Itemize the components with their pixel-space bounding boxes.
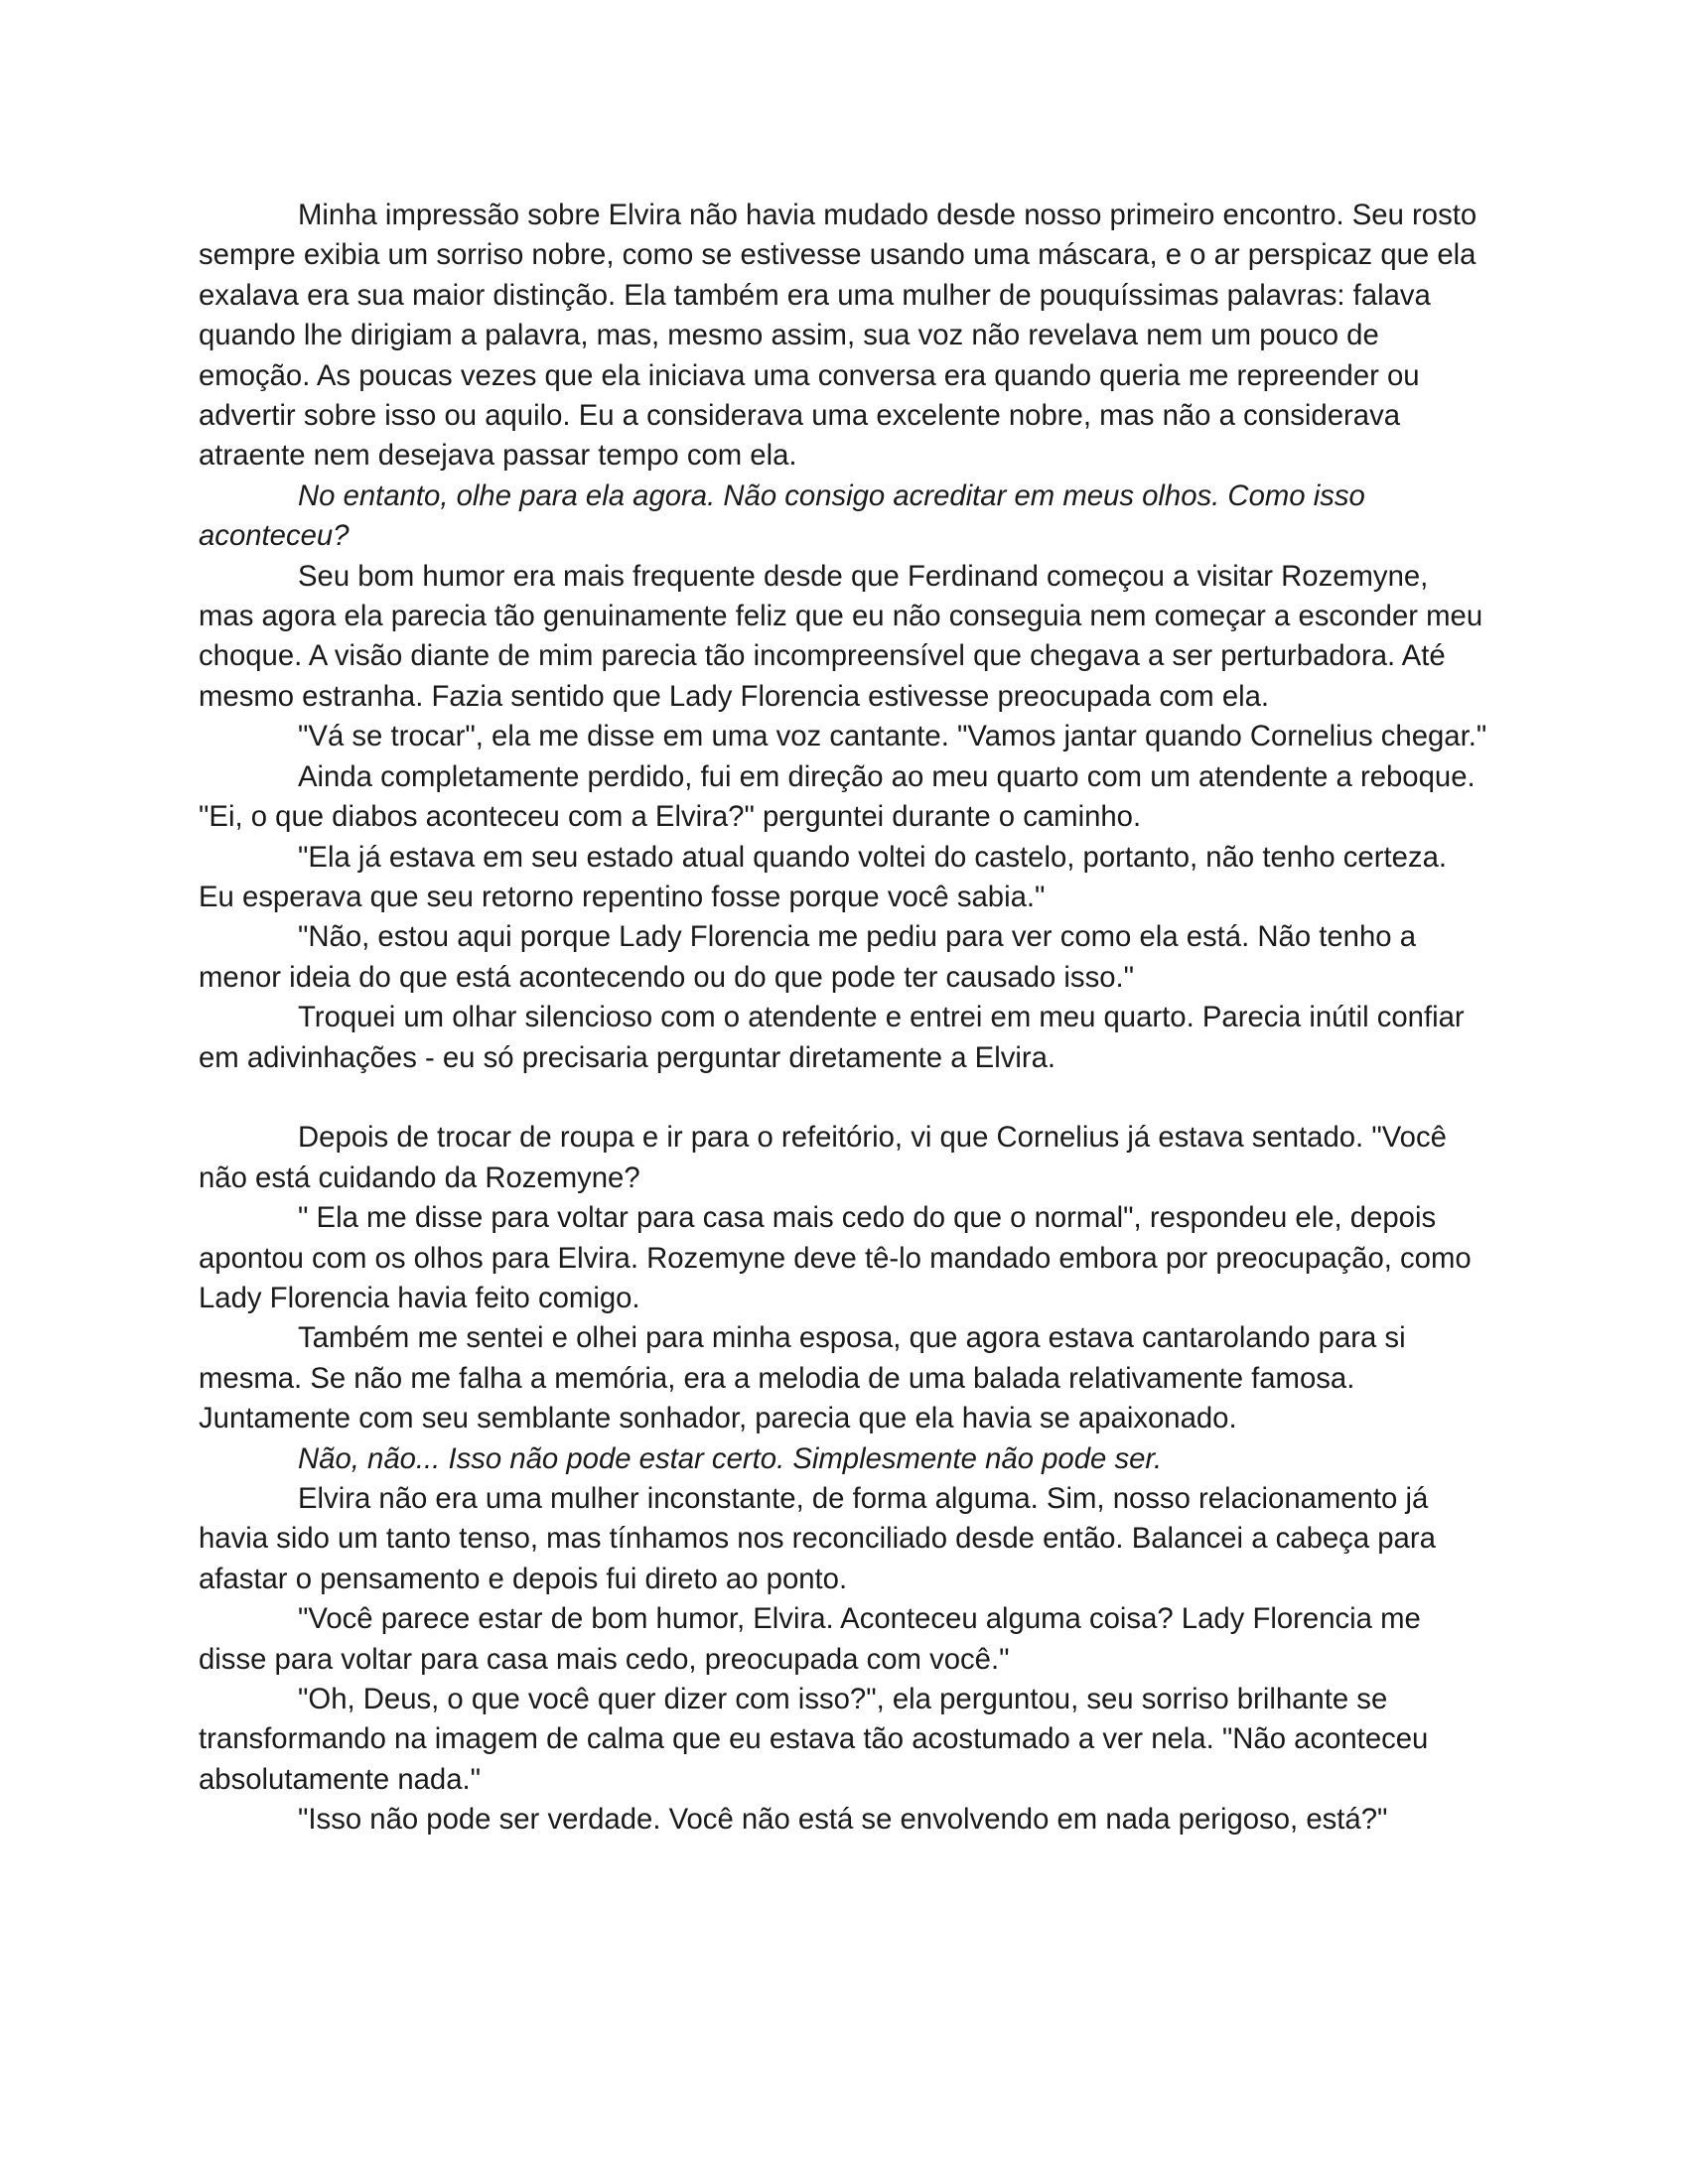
paragraph-italic-thought: Não, não... Isso não pode estar certo. Simplesmente não pode ser. <box>298 1441 1163 1475</box>
paragraph: " Ela me disse para voltar para casa mais cedo do que o normal", respondeu ele, depois apontou com os olhos para Elvira. Rozemyne deve tê-lo mandado embora por preocupação, como Lady Florencia havia feito comigo. <box>199 1201 1472 1314</box>
document-body <box>199 196 1489 1841</box>
paragraph-italic-thought: No entanto, olhe para ela agora. Não consigo acreditar em meus olhos. Como isso aconteceu? <box>199 478 1365 553</box>
paragraph: Troquei um olhar silencioso com o atendente e entrei em meu quarto. Parecia inútil confiar em adivinhações - eu só precisaria perguntar diretamente a Elvira. <box>199 1001 1465 1074</box>
paragraph: Minha impressão sobre Elvira não havia mudado desde nosso primeiro encontro. Seu rosto sempre exibia um sorriso nobre, como se estivesse usando uma máscara, e o ar perspicaz que ela exalava era sua maior distinção. Ela também era uma mulher de pouquíssimas palavras: falava quando lhe dirigiam a palavra, mas, mesmo assim, sua voz não revelava nem um pouco de emoção. As poucas vezes que ela iniciava uma conversa era quando queria me repreender ou advertir sobre isso ou aquilo. Eu a considerava uma excelente nobre, mas não a considerava atraente nem desejava passar tempo com ela. <box>199 199 1477 473</box>
paragraph: Elvira não era uma mulher inconstante, de forma alguma. Sim, nosso relacionamento já havia sido um tanto tenso, mas tínhamos nos reconciliado desde então. Balancei a cabeça para afastar o pensamento e depois fui direto ao ponto. <box>199 1481 1436 1595</box>
paragraph: "Isso não pode ser verdade. Você não está se envolvendo em nada perigoso, está?" <box>298 1803 1388 1837</box>
paragraph: "Vá se trocar", ela me disse em uma voz cantante. "Vamos jantar quando Cornelius chegar." <box>298 720 1487 753</box>
paragraph: Seu bom humor era mais frequente desde que Ferdinand começou a visitar Rozemyne, mas agora ela parecia tão genuinamente feliz que eu não conseguia nem começar a esconder meu choque. A visão diante de mim parecia tão incompreensível que chegava a ser perturbadora. Até mesmo estranha. Fazia sentido que Lady Florencia estivesse preocupada com ela. <box>199 559 1483 713</box>
paragraph: "Você parece estar de bom humor, Elvira. Aconteceu alguma coisa? Lady Florencia me disse para voltar para casa mais cedo, preocupada com você." <box>199 1602 1421 1676</box>
paragraph: "Oh, Deus, o que você quer dizer com isso?", ela perguntou, seu sorriso brilhante se transformando na imagem de calma que eu estava tão acostumado a ver nela. "Não aconteceu absolutamente nada." <box>199 1683 1429 1796</box>
paragraph: "Não, estou aqui porque Lady Florencia me pediu para ver como ela está. Não tenho a menor ideia do que está acontecendo ou do que pode ter causado isso." <box>199 920 1416 994</box>
section-break <box>199 1078 1489 1118</box>
paragraph: Ainda completamente perdido, fui em direção ao meu quarto com um atendente a reboque. "Ei, o que diabos aconteceu com a Elvira?" perguntei durante o caminho. <box>199 759 1476 834</box>
paragraph: "Ela já estava em seu estado atual quando voltei do castelo, portanto, não tenho certeza. Eu esperava que seu retorno repentino fosse porque você sabia." <box>199 840 1447 913</box>
paragraph: Depois de trocar de roupa e ir para o refeitório, vi que Cornelius já estava sentado. "Você não está cuidando da Rozemyne? <box>199 1121 1447 1194</box>
paragraph: Também me sentei e olhei para minha esposa, que agora estava cantarolando para si mesma. Se não me falha a memória, era a melodia de uma balada relativamente famosa. Juntamente com seu semblante sonhador, parecia que ela havia se apaixonado. <box>199 1321 1406 1435</box>
